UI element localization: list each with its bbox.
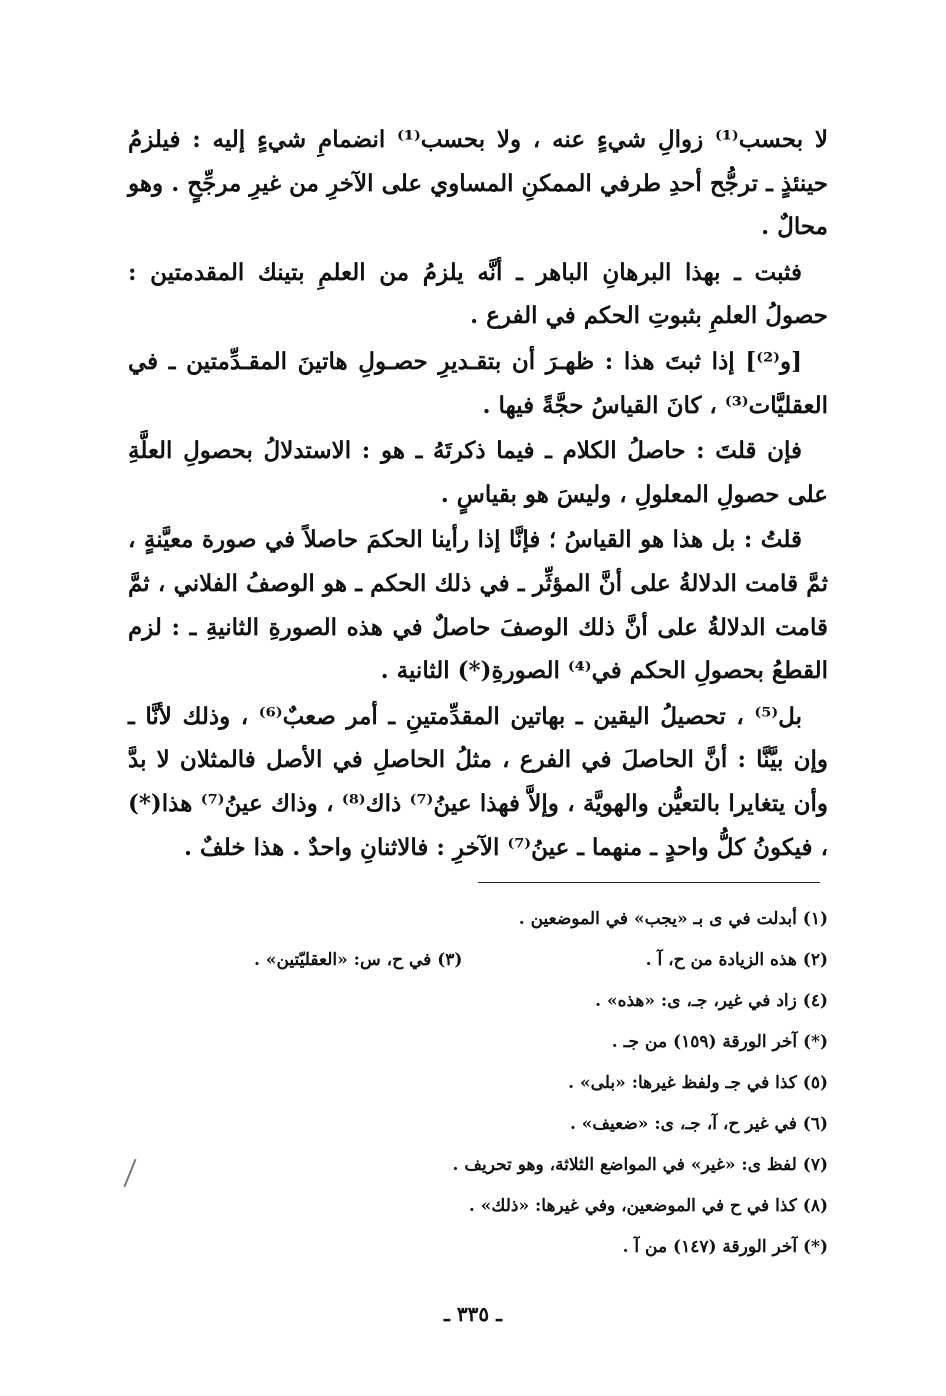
footnote-8 <box>128 1185 828 1226</box>
paragraph-4: فإن قلتَ : حاصلُ الكلام ـ فيما ذكرتَهُ ـ هو : الاستدلالُ بحصولِ العلَّةِ على حصولِ المعلولِ ، وليسَ هو بقياسٍ . <box>128 437 828 508</box>
footnote-6-text: (٦) في غير ح، آ، جـ، ى: «ضعيف» . <box>569 1113 828 1134</box>
footnote-4 <box>128 980 828 1021</box>
footnote-row-2-3 <box>128 939 828 980</box>
footnote-star-2-text: (*) آخر الورقة (١٤٧) من آ . <box>622 1236 828 1257</box>
paragraph-6: بل⁽⁵⁾ ، تحصيلُ اليقين ـ بهاتين المقدِّمتينِ ـ أمر صعبٌ⁽⁶⁾ ، وذلك لأنَّا ـ وإن بيَّنَّا : أنَّ الحاصلَ في الفرع ، مثلُ الحاصلِ في الأصل فالمثلان لا بدَّ وأن يتغايرا بالتعيُّن والهويَّة ، وإلاَّ فهذا عينُ⁽⁷⁾ ذاك⁽⁸⁾ ، وذاك عينُ⁽⁷⁾ هذا(*) ، فيكونُ كلُّ واحدٍ ـ منهما ـ عينُ⁽⁷⁾ الآخرِ : فالاثنانِ واحدٌ . هذا خلفٌ . <box>128 702 829 861</box>
footnote-star-1 <box>128 1021 828 1062</box>
footnote-4-text: (٤) زاد في غير، جـ، ى: «هذه» . <box>595 990 828 1011</box>
footnote-separator <box>478 882 820 883</box>
page-number: ـ ٣٣٥ ـ <box>444 1302 502 1326</box>
footnote-7 <box>128 1144 828 1185</box>
main-text <box>128 118 828 871</box>
paragraph-5: قلتُ : بل هذا هو القياسُ ؛ فإنَّا إذا رأينا الحكمَ حاصلاً في صورة معيَّنةٍ ، ثمَّ قامت الدلالةُ على أنَّ المؤثِّر ـ في ذلك الحكم ـ هو الوصفُ الفلاني ، ثمَّ قامت الدلالةُ على أنَّ ذلك الوصفَ حاصلٌ في هذه الصورةِ الثانيةِ ـ : لزم القطعُ بحصولِ الحكم في⁽⁴⁾ الصورةِ(*) الثانية . <box>128 526 828 685</box>
footnote-5 <box>128 1062 828 1103</box>
paragraph-3: [و⁽²⁾] إذا ثبتَ هذا : ظهـرَ أن بتقـديرِ حصـولِ هاتينَ المقـدِّمتين ـ في العقليَّات⁽³⁾ ، كانَ القياسُ حجَّةً فيها . <box>128 347 828 419</box>
footnote-8-text: (٨) كذا في ح في الموضعين، وفي غيرها: «ذلك» . <box>468 1195 828 1216</box>
footnote-2-text: (٢) هذه الزيادة من ح، آ . <box>645 949 828 970</box>
footnote-7-text: (٧) لفظ ى: «غير» في المواضع الثلاثة، وهو تحريف . <box>452 1154 828 1175</box>
footnote-1-text: (١) أبدلت في ى بـ «يجب» في الموضعين . <box>518 908 828 929</box>
footnote-5-text: (٥) كذا في جـ ولفظ غيرها: «بلى» . <box>568 1072 828 1093</box>
paragraph-1: لا بحسب⁽¹⁾ زوالِ شيءٍ عنه ، ولا بحسب⁽¹⁾ انضمامِ شيءٍ إليه : فيلزمُ حينئذٍ ـ ترجُّح أحدِ طرفي الممكنِ المساوي على الآخرِ من غيرِ مرجِّحٍ . وهو محالٌ . <box>128 126 828 241</box>
footnote-6 <box>128 1103 828 1144</box>
footnotes <box>128 898 828 1267</box>
footnote-1 <box>128 898 828 939</box>
footnote-3-text: (٣) في ح، س: «العقليّتين» . <box>254 949 463 970</box>
footnote-star-2 <box>128 1226 828 1267</box>
paragraph-2: فثبت ـ بهذا البرهانِ الباهر ـ أنَّه يلزمُ من العلمِ بتينك المقدمتين : حصولُ العلمِ بثبوتِ الحكم في الفرع . <box>128 258 828 330</box>
footnote-star-1-text: (*) آخر الورقة (١٥٩) من جـ . <box>611 1031 828 1052</box>
